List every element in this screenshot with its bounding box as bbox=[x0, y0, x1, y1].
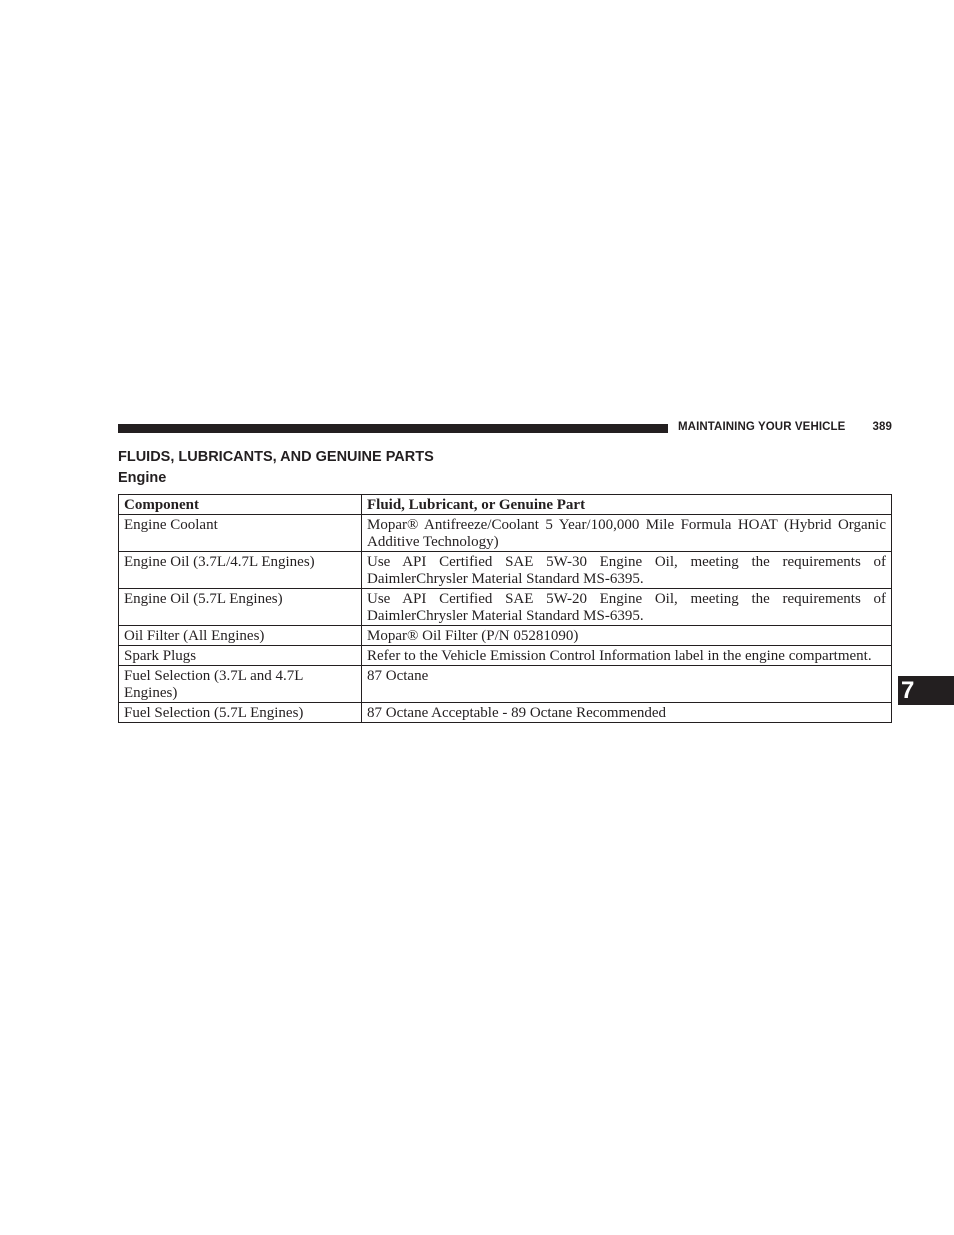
running-header bbox=[678, 421, 892, 433]
fluid-cell: Use API Certified SAE 5W-30 Engine Oil, meeting the requirements of DaimlerChrysler Material Standard MS-6395. bbox=[362, 552, 892, 589]
header-rule bbox=[118, 424, 668, 433]
table-header-row bbox=[119, 495, 892, 515]
table-row bbox=[119, 589, 892, 626]
table-row bbox=[119, 515, 892, 552]
fluid-cell: Use API Certified SAE 5W-20 Engine Oil, meeting the requirements of DaimlerChrysler Material Standard MS-6395. bbox=[362, 589, 892, 626]
subsection-title: Engine bbox=[118, 470, 167, 486]
table-row bbox=[119, 703, 892, 723]
fluid-cell: Mopar® Antifreeze/Coolant 5 Year/100,000 Mile Formula HOAT (Hybrid Organic Additive Technology) bbox=[362, 515, 892, 552]
column-header-fluid: Fluid, Lubricant, or Genuine Part bbox=[362, 495, 892, 515]
table-row bbox=[119, 646, 892, 666]
table-row bbox=[119, 626, 892, 646]
fluids-table bbox=[118, 494, 892, 723]
fluid-cell: Refer to the Vehicle Emission Control Information label in the engine compartment. bbox=[362, 646, 892, 666]
fluid-cell: Mopar® Oil Filter (P/N 05281090) bbox=[362, 626, 892, 646]
table-row bbox=[119, 552, 892, 589]
component-cell: Fuel Selection (3.7L and 4.7L Engines) bbox=[119, 666, 362, 703]
fluid-cell: 87 Octane Acceptable - 89 Octane Recommended bbox=[362, 703, 892, 723]
component-cell: Fuel Selection (5.7L Engines) bbox=[119, 703, 362, 723]
component-cell: Engine Oil (5.7L Engines) bbox=[119, 589, 362, 626]
component-cell: Spark Plugs bbox=[119, 646, 362, 666]
table-row bbox=[119, 666, 892, 703]
fluid-cell: 87 Octane bbox=[362, 666, 892, 703]
page-number: 389 bbox=[872, 421, 892, 433]
header-section-title: MAINTAINING YOUR VEHICLE bbox=[678, 421, 846, 433]
component-cell: Oil Filter (All Engines) bbox=[119, 626, 362, 646]
chapter-tab: 7 bbox=[898, 676, 954, 705]
component-cell: Engine Coolant bbox=[119, 515, 362, 552]
section-title: FLUIDS, LUBRICANTS, AND GENUINE PARTS bbox=[118, 449, 434, 465]
component-cell: Engine Oil (3.7L/4.7L Engines) bbox=[119, 552, 362, 589]
column-header-component: Component bbox=[119, 495, 362, 515]
